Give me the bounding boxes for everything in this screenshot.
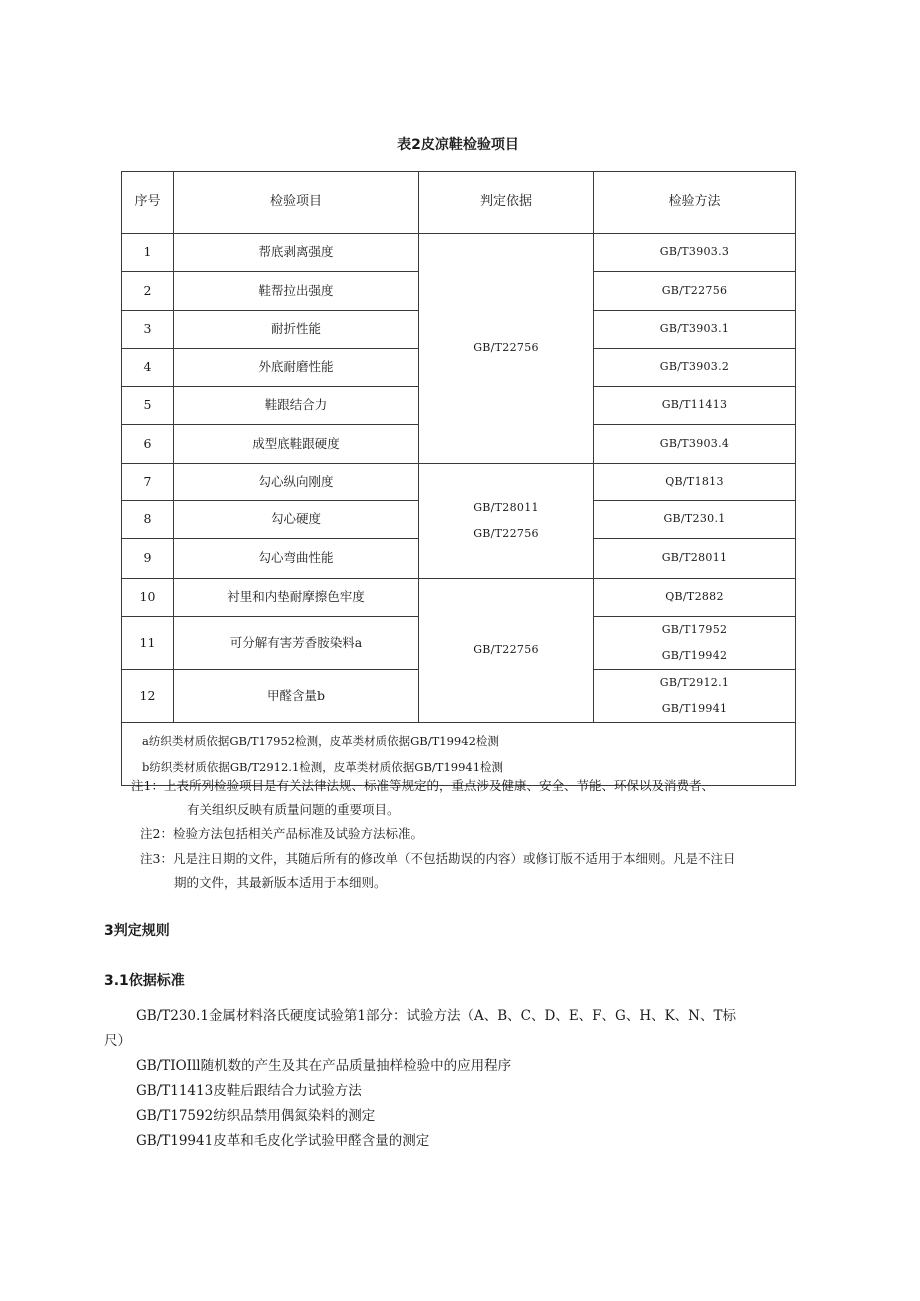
row-item: 成型底鞋跟硬度 [174,425,419,464]
reference-item: GB/T19941皮革和毛皮化学试验甲醛含量的测定 [136,1133,430,1149]
row-no: 7 [122,464,174,501]
note-3-line-2: 期的文件，其最新版本适用于本细则。 [174,875,387,890]
row-item: 勾心弯曲性能 [174,539,419,579]
note-2: 注2：检验方法包括相关产品标准及试验方法标准。 [140,826,423,841]
row-item: 鞋跟结合力 [174,387,419,425]
row-item: 可分解有害芳香胺染料a [174,617,419,670]
reference-item: 尺） [104,1033,131,1049]
row-method: GB/T22756 [594,272,796,311]
basis-group-2 [419,464,594,579]
basis-line: GB/T28011 [473,501,539,514]
footnote-a: a纺织类材质依据GB/T17952检测，皮革类材质依据GB/T19942检测 [142,734,499,748]
row-no: 5 [122,387,174,425]
reference-item: GB/T230.1金属材料洛氏硬度试验第1部分：试验方法（A、B、C、D、E、F、G、H、K、N、T标 [136,1008,736,1024]
header-method: 检验方法 [594,172,796,234]
table-header-row [122,172,796,234]
row-no: 9 [122,539,174,579]
row-method: QB/T2882 [594,579,796,617]
sub-section-heading: 3.1依据标准 [104,973,185,989]
row-method: QB/T1813 [594,464,796,501]
row-method: GB/T28011 [594,539,796,579]
table-row [122,464,796,501]
method-line: GB/T19942 [661,649,728,662]
header-item: 检验项目 [174,172,419,234]
inspection-table [121,171,796,786]
row-no: 2 [122,272,174,311]
row-no: 12 [122,670,174,723]
header-no: 序号 [122,172,174,234]
header-basis: 判定依据 [419,172,594,234]
row-method: GB/T3903.4 [594,425,796,464]
method-line: GB/T2912.1 [659,676,730,689]
method-line: GB/T19941 [661,702,728,715]
row-no: 6 [122,425,174,464]
row-item: 勾心硬度 [174,501,419,539]
row-no: 1 [122,234,174,272]
row-item: 外底耐磨性能 [174,349,419,387]
row-no: 8 [122,501,174,539]
row-item: 帮底剥离强度 [174,234,419,272]
row-item: 衬里和内垫耐摩擦色牢度 [174,579,419,617]
note-1-line-1: 注1：上表所列检验项目是有关法律法规、标准等规定的，重点涉及健康、安全、节能、环保以及消费者、 [131,778,714,793]
basis-line: GB/T22756 [473,527,539,540]
row-method: GB/T3903.3 [594,234,796,272]
row-item: 甲醛含量b [174,670,419,723]
table-title: 表2皮凉鞋检验项目 [397,137,519,153]
reference-item: GB/TIOIll随机数的产生及其在产品质量抽样检验中的应用程序 [136,1058,512,1074]
note-3-line-1: 注3：凡是注日期的文件，其随后所有的修改单（不包括勘误的内容）或修订版不适用于本细则。凡是不注日 [140,851,736,866]
row-method: GB/T3903.2 [594,349,796,387]
row-no: 4 [122,349,174,387]
row-item: 耐折性能 [174,311,419,349]
reference-item: GB/T11413皮鞋后跟结合力试验方法 [136,1083,362,1099]
row-no: 11 [122,617,174,670]
section-heading: 3判定规则 [104,923,170,939]
reference-item: GB/T17592纺织品禁用偶氮染料的测定 [136,1108,376,1124]
basis-group-1: GB/T22756 [419,234,594,464]
note-1-line-2: 有关组织反映有质量问题的重要项目。 [187,802,400,817]
row-item: 勾心纵向刚度 [174,464,419,501]
table-row [122,579,796,617]
row-no: 10 [122,579,174,617]
basis-group-3: GB/T22756 [419,579,594,723]
row-item: 鞋帮拉出强度 [174,272,419,311]
table-row [122,234,796,272]
row-method: GB/T230.1 [594,501,796,539]
footnote-b: b纺织类材质依据GB/T2912.1检测，皮革类材质依据GB/T19941检测 [142,760,504,774]
row-no: 3 [122,311,174,349]
row-method [594,617,796,670]
method-line: GB/T17952 [661,623,728,636]
row-method: GB/T3903.1 [594,311,796,349]
row-method [594,670,796,723]
row-method: GB/T11413 [594,387,796,425]
